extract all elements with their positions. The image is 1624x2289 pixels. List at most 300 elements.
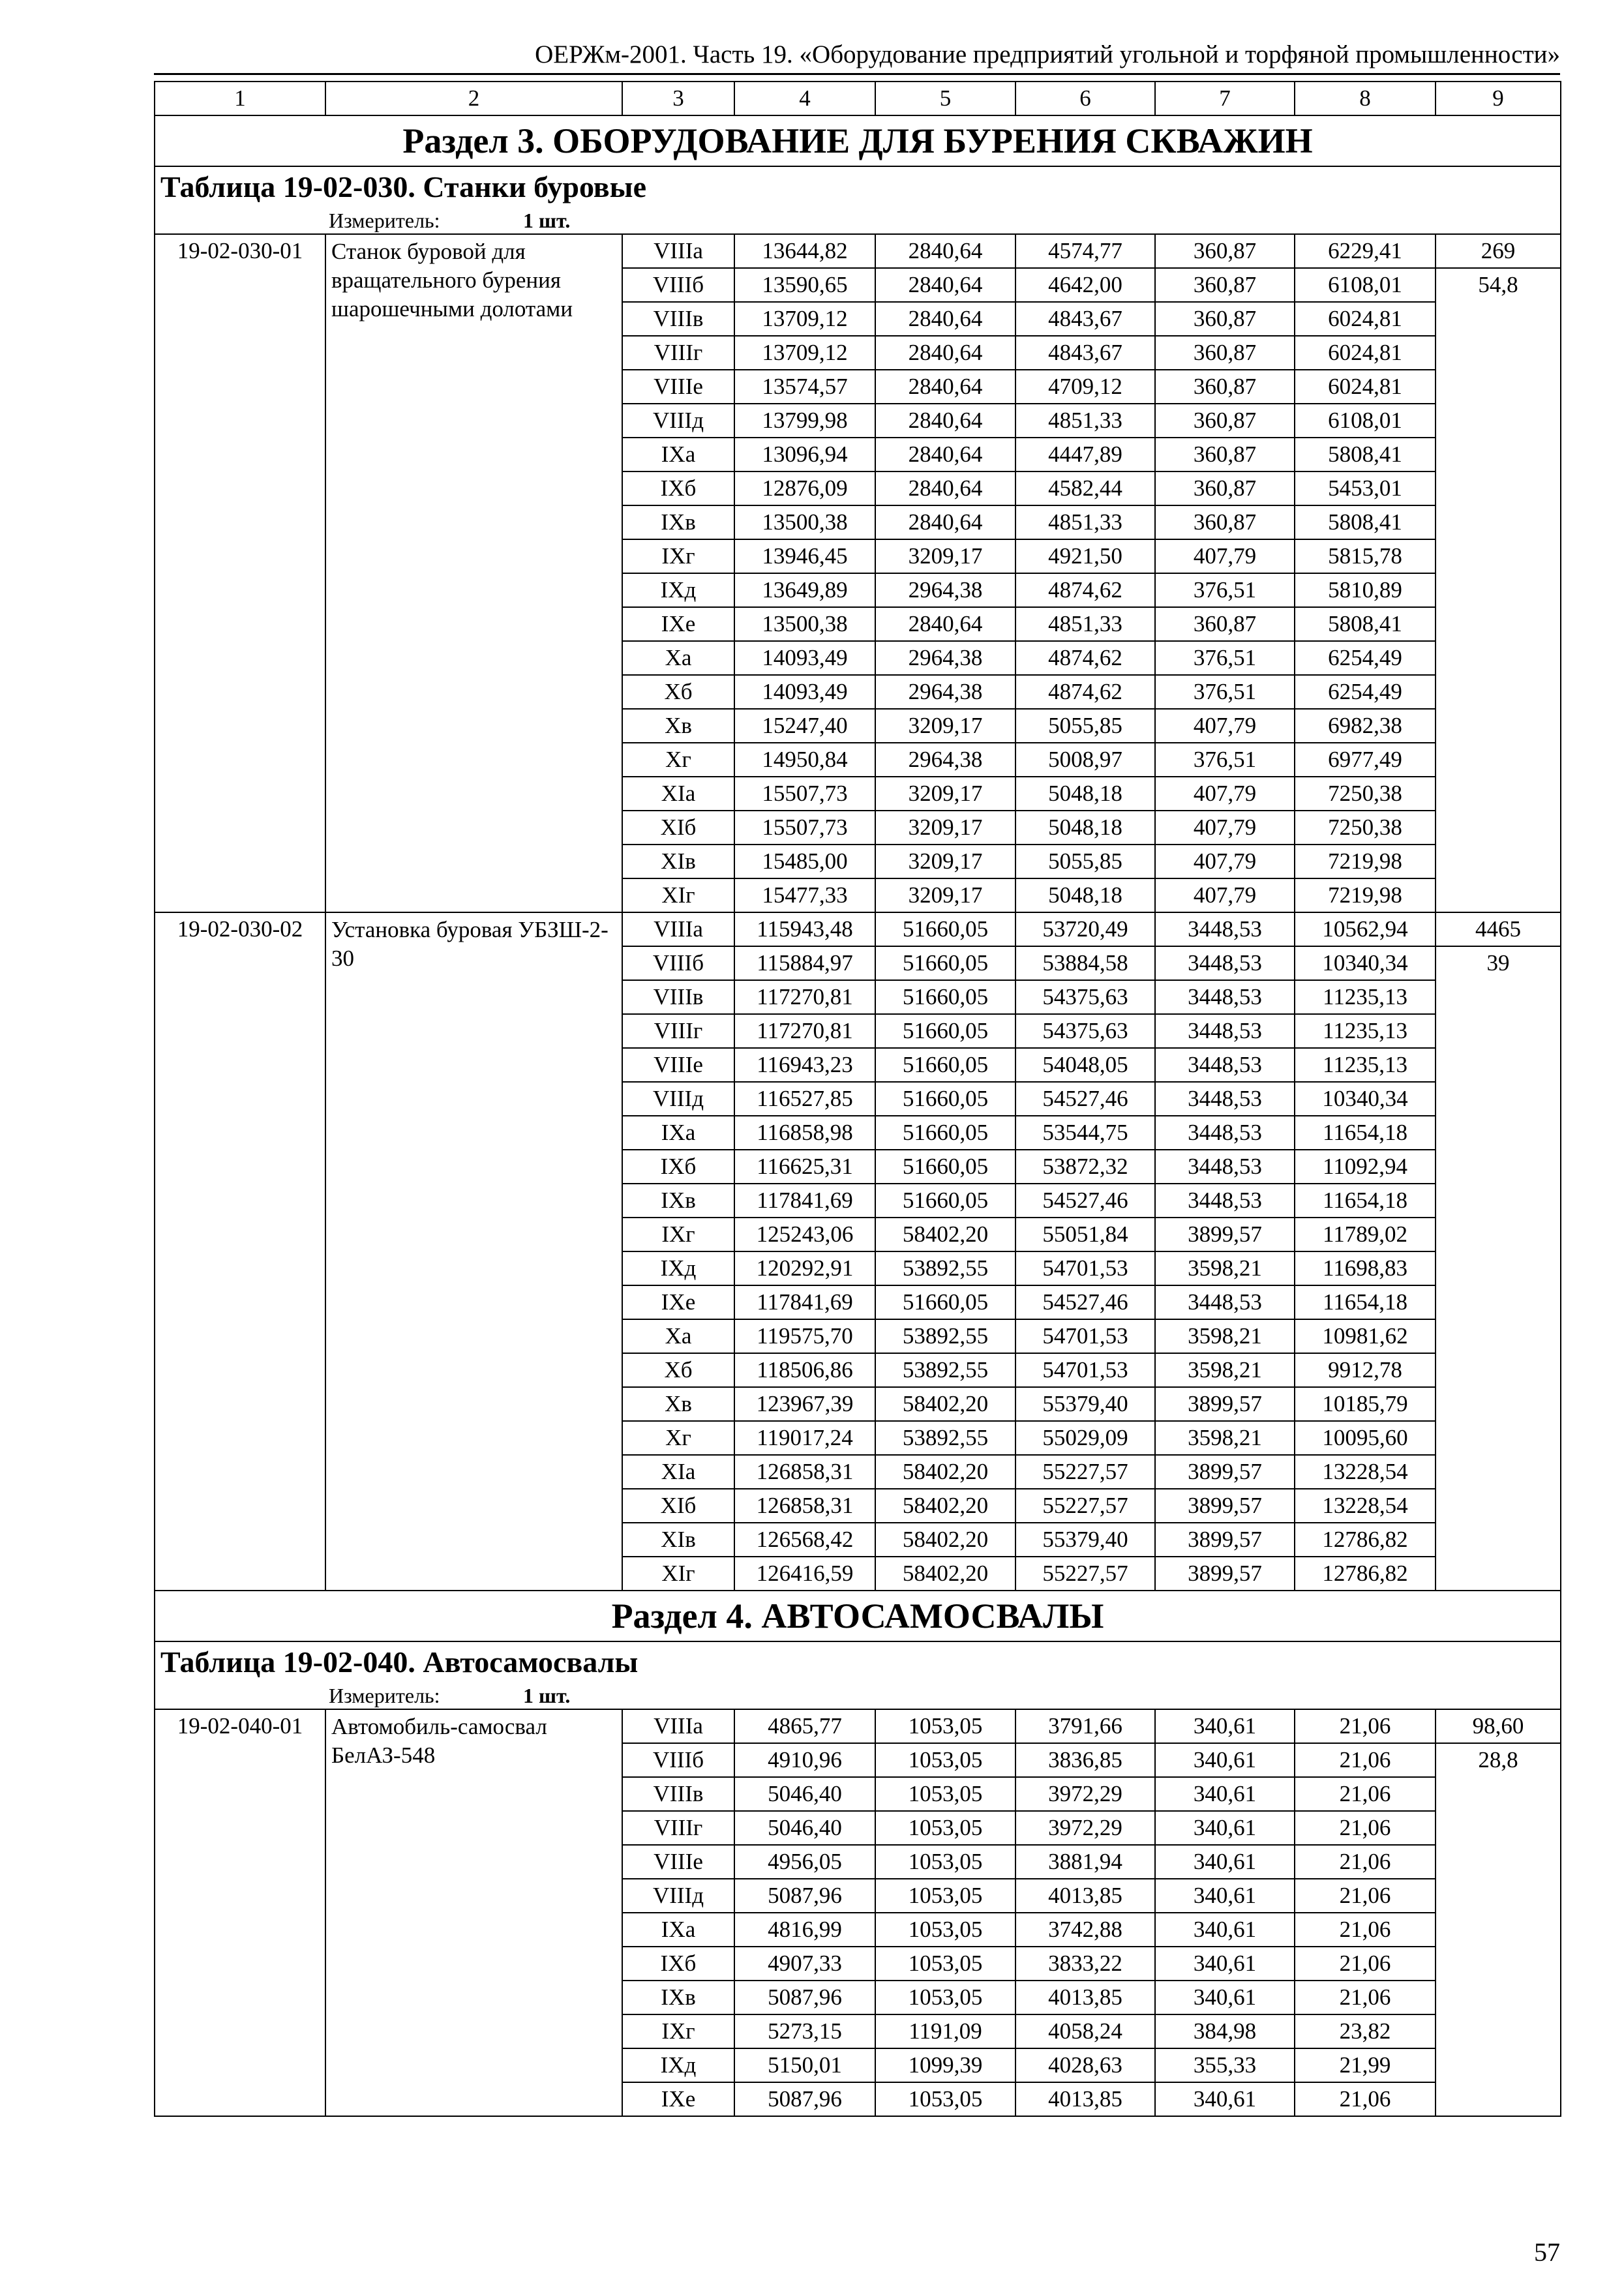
value-cell: 4843,67 (1015, 336, 1155, 370)
value-cell: 13228,54 (1295, 1455, 1436, 1489)
value-cell: 117841,69 (734, 1285, 875, 1319)
value-cell: 3448,53 (1155, 1285, 1295, 1319)
value-cell: 1053,05 (875, 1913, 1015, 1947)
value-cell: 12786,82 (1295, 1523, 1436, 1557)
value-cell: 5808,41 (1295, 505, 1436, 539)
value-cell: 360,87 (1155, 370, 1295, 404)
value-cell: 126416,59 (734, 1557, 875, 1591)
zone-code: IXг (622, 1218, 734, 1251)
value-cell: 120292,91 (734, 1251, 875, 1285)
col9-value: 4465 (1436, 912, 1561, 946)
zone-code: IXв (622, 505, 734, 539)
value-cell: 6108,01 (1295, 268, 1436, 302)
value-cell: 53720,49 (1015, 912, 1155, 946)
value-cell: 1053,05 (875, 1981, 1015, 2014)
col9-value: 98,60 (1436, 1709, 1561, 1743)
value-cell: 384,98 (1155, 2014, 1295, 2048)
zone-code: VIIIд (622, 1879, 734, 1913)
value-cell: 12786,82 (1295, 1557, 1436, 1591)
value-cell: 4851,33 (1015, 505, 1155, 539)
zone-code: XIа (622, 1455, 734, 1489)
value-cell: 123967,39 (734, 1387, 875, 1421)
value-cell: 4013,85 (1015, 1981, 1155, 2014)
value-cell: 2964,38 (875, 675, 1015, 709)
value-cell: 11698,83 (1295, 1251, 1436, 1285)
value-cell: 376,51 (1155, 743, 1295, 777)
value-cell: 55029,09 (1015, 1421, 1155, 1455)
value-cell: 4874,62 (1015, 573, 1155, 607)
value-cell: 115884,97 (734, 946, 875, 980)
value-cell: 4447,89 (1015, 438, 1155, 471)
value-cell: 3598,21 (1155, 1251, 1295, 1285)
value-cell: 360,87 (1155, 404, 1295, 438)
table-row (155, 1709, 1561, 1743)
column-number: 8 (1295, 82, 1436, 115)
value-cell: 360,87 (1155, 302, 1295, 336)
value-cell: 15507,73 (734, 777, 875, 811)
zone-code: VIIIе (622, 1048, 734, 1082)
value-cell: 118506,86 (734, 1353, 875, 1387)
measure-label: Измеритель: (329, 1684, 440, 1707)
value-cell: 407,79 (1155, 777, 1295, 811)
value-cell: 21,06 (1295, 1811, 1436, 1845)
value-cell: 11654,18 (1295, 1285, 1436, 1319)
value-cell: 126568,42 (734, 1523, 875, 1557)
zone-code: Xв (622, 709, 734, 743)
value-cell: 4028,63 (1015, 2048, 1155, 2082)
zone-code: VIIIг (622, 336, 734, 370)
value-cell: 5815,78 (1295, 539, 1436, 573)
price-table (154, 81, 1561, 2117)
value-cell: 13096,94 (734, 438, 875, 471)
value-cell: 15247,40 (734, 709, 875, 743)
value-cell: 3448,53 (1155, 912, 1295, 946)
value-cell: 7219,98 (1295, 878, 1436, 912)
zone-code: VIIIг (622, 1014, 734, 1048)
value-cell: 53892,55 (875, 1251, 1015, 1285)
value-cell: 1053,05 (875, 1845, 1015, 1879)
value-cell: 3448,53 (1155, 1014, 1295, 1048)
zone-code: VIIIб (622, 268, 734, 302)
value-cell: 11654,18 (1295, 1116, 1436, 1150)
value-cell: 1053,05 (875, 1879, 1015, 1913)
zone-code: XIб (622, 1489, 734, 1523)
table-title: Таблица 19-02-040. Автосамосвалы (155, 1641, 1561, 1683)
equipment-name: Станок буровой для вращательного бурения шарошечными долотами (325, 234, 622, 912)
value-cell: 340,61 (1155, 1845, 1295, 1879)
zone-code: IXд (622, 2048, 734, 2082)
value-cell: 4865,77 (734, 1709, 875, 1743)
zone-code: XIв (622, 1523, 734, 1557)
value-cell: 11789,02 (1295, 1218, 1436, 1251)
value-cell: 5055,85 (1015, 709, 1155, 743)
value-cell: 340,61 (1155, 1913, 1295, 1947)
value-cell: 54527,46 (1015, 1285, 1155, 1319)
value-cell: 3881,94 (1015, 1845, 1155, 1879)
value-cell: 53884,58 (1015, 946, 1155, 980)
value-cell: 13709,12 (734, 302, 875, 336)
value-cell: 15507,73 (734, 811, 875, 845)
value-cell: 2840,64 (875, 438, 1015, 471)
value-cell: 407,79 (1155, 709, 1295, 743)
zone-code: XIа (622, 777, 734, 811)
value-cell: 5048,18 (1015, 811, 1155, 845)
zone-code: Xв (622, 1387, 734, 1421)
zone-code: IXе (622, 607, 734, 641)
value-cell: 360,87 (1155, 336, 1295, 370)
value-cell: 55227,57 (1015, 1489, 1155, 1523)
value-cell: 4013,85 (1015, 2082, 1155, 2116)
value-cell: 3899,57 (1155, 1557, 1295, 1591)
value-cell: 116527,85 (734, 1082, 875, 1116)
section-title-row (155, 115, 1561, 166)
measure-label: Измеритель: (329, 209, 440, 232)
value-cell: 119017,24 (734, 1421, 875, 1455)
value-cell: 4907,33 (734, 1947, 875, 1981)
value-cell: 5808,41 (1295, 438, 1436, 471)
measure-cell (155, 1683, 1561, 1709)
zone-code: IXв (622, 1184, 734, 1218)
value-cell: 4874,62 (1015, 641, 1155, 675)
value-cell: 3448,53 (1155, 1184, 1295, 1218)
value-cell: 10340,34 (1295, 946, 1436, 980)
value-cell: 2964,38 (875, 573, 1015, 607)
value-cell: 407,79 (1155, 878, 1295, 912)
zone-code: Xа (622, 641, 734, 675)
value-cell: 5150,01 (734, 2048, 875, 2082)
value-cell: 360,87 (1155, 268, 1295, 302)
value-cell: 117270,81 (734, 1014, 875, 1048)
value-cell: 10562,94 (1295, 912, 1436, 946)
value-cell: 4921,50 (1015, 539, 1155, 573)
value-cell: 6977,49 (1295, 743, 1436, 777)
value-cell: 13709,12 (734, 336, 875, 370)
value-cell: 5055,85 (1015, 845, 1155, 878)
value-cell: 4851,33 (1015, 404, 1155, 438)
zone-code: Xб (622, 1353, 734, 1387)
value-cell: 13228,54 (1295, 1489, 1436, 1523)
value-cell: 115943,48 (734, 912, 875, 946)
value-cell: 10981,62 (1295, 1319, 1436, 1353)
table-title-row (155, 166, 1561, 207)
value-cell: 340,61 (1155, 1981, 1295, 2014)
equipment-name: Автомобиль-самосвал БелАЗ-548 (325, 1709, 622, 2116)
value-cell: 1053,05 (875, 1709, 1015, 1743)
value-cell: 5273,15 (734, 2014, 875, 2048)
column-number: 2 (325, 82, 622, 115)
value-cell: 21,06 (1295, 1743, 1436, 1777)
value-cell: 5087,96 (734, 2082, 875, 2116)
value-cell: 55227,57 (1015, 1455, 1155, 1489)
value-cell: 3209,17 (875, 709, 1015, 743)
value-cell: 3209,17 (875, 811, 1015, 845)
value-cell: 54375,63 (1015, 980, 1155, 1014)
value-cell: 5453,01 (1295, 471, 1436, 505)
value-cell: 126858,31 (734, 1455, 875, 1489)
zone-code: IXе (622, 2082, 734, 2116)
table-row (155, 912, 1561, 946)
value-cell: 6982,38 (1295, 709, 1436, 743)
value-cell: 3899,57 (1155, 1455, 1295, 1489)
value-cell: 116943,23 (734, 1048, 875, 1082)
value-cell: 3209,17 (875, 777, 1015, 811)
value-cell: 13500,38 (734, 505, 875, 539)
zone-code: IXе (622, 1285, 734, 1319)
value-cell: 13799,98 (734, 404, 875, 438)
value-cell: 4013,85 (1015, 1879, 1155, 1913)
value-cell: 3833,22 (1015, 1947, 1155, 1981)
value-cell: 51660,05 (875, 980, 1015, 1014)
value-cell: 4851,33 (1015, 607, 1155, 641)
value-cell: 126858,31 (734, 1489, 875, 1523)
value-cell: 407,79 (1155, 539, 1295, 573)
value-cell: 58402,20 (875, 1387, 1015, 1421)
value-cell: 54375,63 (1015, 1014, 1155, 1048)
value-cell: 3836,85 (1015, 1743, 1155, 1777)
running-header: ОЕРЖм-2001. Часть 19. «Оборудование предприятий угольной и торфяной промышленности» (535, 40, 1560, 68)
value-cell: 6254,49 (1295, 641, 1436, 675)
col9-value: 28,8 (1436, 1743, 1561, 2116)
value-cell: 54527,46 (1015, 1082, 1155, 1116)
value-cell: 7219,98 (1295, 845, 1436, 878)
value-cell: 3791,66 (1015, 1709, 1155, 1743)
value-cell: 53892,55 (875, 1353, 1015, 1387)
value-cell: 55379,40 (1015, 1387, 1155, 1421)
value-cell: 5008,97 (1015, 743, 1155, 777)
norm-code: 19-02-040-01 (155, 1709, 325, 2116)
value-cell: 21,06 (1295, 1879, 1436, 1913)
value-cell: 2840,64 (875, 505, 1015, 539)
table-title-row (155, 1641, 1561, 1683)
value-cell: 340,61 (1155, 1811, 1295, 1845)
value-cell: 51660,05 (875, 1184, 1015, 1218)
column-number: 7 (1155, 82, 1295, 115)
value-cell: 54527,46 (1015, 1184, 1155, 1218)
value-cell: 53892,55 (875, 1319, 1015, 1353)
value-cell: 54701,53 (1015, 1319, 1155, 1353)
value-cell: 125243,06 (734, 1218, 875, 1251)
value-cell: 53544,75 (1015, 1116, 1155, 1150)
value-cell: 3448,53 (1155, 980, 1295, 1014)
value-cell: 3448,53 (1155, 1048, 1295, 1082)
value-cell: 4843,67 (1015, 302, 1155, 336)
norm-code: 19-02-030-01 (155, 234, 325, 912)
value-cell: 3598,21 (1155, 1319, 1295, 1353)
column-number: 4 (734, 82, 875, 115)
value-cell: 51660,05 (875, 912, 1015, 946)
value-cell: 58402,20 (875, 1218, 1015, 1251)
zone-code: VIIIв (622, 1777, 734, 1811)
value-cell: 1053,05 (875, 1811, 1015, 1845)
value-cell: 1053,05 (875, 1777, 1015, 1811)
measure-row (155, 1683, 1561, 1709)
value-cell: 54701,53 (1015, 1251, 1155, 1285)
value-cell: 21,06 (1295, 1845, 1436, 1879)
value-cell: 360,87 (1155, 438, 1295, 471)
value-cell: 2964,38 (875, 641, 1015, 675)
column-number: 1 (155, 82, 325, 115)
value-cell: 13946,45 (734, 539, 875, 573)
value-cell: 4058,24 (1015, 2014, 1155, 2048)
value-cell: 13590,65 (734, 268, 875, 302)
zone-code: VIIIа (622, 234, 734, 268)
value-cell: 117270,81 (734, 980, 875, 1014)
section-title-row (155, 1591, 1561, 1641)
zone-code: XIг (622, 878, 734, 912)
value-cell: 12876,09 (734, 471, 875, 505)
value-cell: 13574,57 (734, 370, 875, 404)
column-number-row (155, 82, 1561, 115)
value-cell: 4582,44 (1015, 471, 1155, 505)
zone-code: IXб (622, 1947, 734, 1981)
col9-value: 54,8 (1436, 268, 1561, 912)
value-cell: 10095,60 (1295, 1421, 1436, 1455)
zone-code: Xб (622, 675, 734, 709)
zone-code: IXа (622, 1116, 734, 1150)
value-cell: 51660,05 (875, 1014, 1015, 1048)
value-cell: 5087,96 (734, 1879, 875, 1913)
value-cell: 1053,05 (875, 1743, 1015, 1777)
value-cell: 51660,05 (875, 1285, 1015, 1319)
value-cell: 340,61 (1155, 1743, 1295, 1777)
value-cell: 376,51 (1155, 675, 1295, 709)
zone-code: IXа (622, 438, 734, 471)
value-cell: 3899,57 (1155, 1387, 1295, 1421)
value-cell: 4574,77 (1015, 234, 1155, 268)
value-cell: 4709,12 (1015, 370, 1155, 404)
value-cell: 2840,64 (875, 268, 1015, 302)
zone-code: XIб (622, 811, 734, 845)
value-cell: 5046,40 (734, 1811, 875, 1845)
zone-code: VIIIв (622, 302, 734, 336)
value-cell: 340,61 (1155, 1709, 1295, 1743)
value-cell: 21,06 (1295, 1981, 1436, 2014)
value-cell: 21,06 (1295, 1709, 1436, 1743)
value-cell: 11235,13 (1295, 1014, 1436, 1048)
value-cell: 51660,05 (875, 1048, 1015, 1082)
value-cell: 3598,21 (1155, 1353, 1295, 1387)
zone-code: IXв (622, 1981, 734, 2014)
zone-code: IXг (622, 539, 734, 573)
value-cell: 58402,20 (875, 1489, 1015, 1523)
price-table-body (155, 82, 1561, 2116)
value-cell: 53872,32 (1015, 1150, 1155, 1184)
value-cell: 407,79 (1155, 845, 1295, 878)
value-cell: 6024,81 (1295, 302, 1436, 336)
value-cell: 2964,38 (875, 743, 1015, 777)
value-cell: 11235,13 (1295, 980, 1436, 1014)
value-cell: 116858,98 (734, 1116, 875, 1150)
value-cell: 5808,41 (1295, 607, 1436, 641)
value-cell: 55379,40 (1015, 1523, 1155, 1557)
value-cell: 55051,84 (1015, 1218, 1155, 1251)
value-cell: 21,99 (1295, 2048, 1436, 2082)
column-number: 9 (1436, 82, 1561, 115)
value-cell: 340,61 (1155, 2082, 1295, 2116)
value-cell: 2840,64 (875, 370, 1015, 404)
value-cell: 360,87 (1155, 607, 1295, 641)
value-cell: 3598,21 (1155, 1421, 1295, 1455)
column-number: 6 (1015, 82, 1155, 115)
value-cell: 7250,38 (1295, 811, 1436, 845)
col9-value: 269 (1436, 234, 1561, 268)
value-cell: 23,82 (1295, 2014, 1436, 2048)
norm-code: 19-02-030-02 (155, 912, 325, 1591)
value-cell: 58402,20 (875, 1455, 1015, 1489)
zone-code: VIIIв (622, 980, 734, 1014)
value-cell: 54701,53 (1015, 1353, 1155, 1387)
value-cell: 11235,13 (1295, 1048, 1436, 1082)
value-cell: 6229,41 (1295, 234, 1436, 268)
value-cell: 11092,94 (1295, 1150, 1436, 1184)
value-cell: 14093,49 (734, 675, 875, 709)
value-cell: 6254,49 (1295, 675, 1436, 709)
zone-code: VIIIа (622, 1709, 734, 1743)
value-cell: 13500,38 (734, 607, 875, 641)
value-cell: 13649,89 (734, 573, 875, 607)
col9-value: 39 (1436, 946, 1561, 1591)
zone-code: VIIIд (622, 404, 734, 438)
value-cell: 3209,17 (875, 845, 1015, 878)
value-cell: 3209,17 (875, 539, 1015, 573)
value-cell: 3899,57 (1155, 1523, 1295, 1557)
zone-code: VIIIб (622, 946, 734, 980)
value-cell: 15477,33 (734, 878, 875, 912)
value-cell: 3899,57 (1155, 1489, 1295, 1523)
value-cell: 360,87 (1155, 505, 1295, 539)
value-cell: 2840,64 (875, 234, 1015, 268)
value-cell: 2840,64 (875, 607, 1015, 641)
value-cell: 6108,01 (1295, 404, 1436, 438)
value-cell: 340,61 (1155, 1879, 1295, 1913)
value-cell: 2840,64 (875, 471, 1015, 505)
value-cell: 21,06 (1295, 1777, 1436, 1811)
value-cell: 5048,18 (1015, 878, 1155, 912)
value-cell: 3899,57 (1155, 1218, 1295, 1251)
zone-code: VIIIг (622, 1811, 734, 1845)
value-cell: 3972,29 (1015, 1777, 1155, 1811)
table-row (155, 234, 1561, 268)
zone-code: XIв (622, 845, 734, 878)
value-cell: 10185,79 (1295, 1387, 1436, 1421)
value-cell: 376,51 (1155, 573, 1295, 607)
value-cell: 58402,20 (875, 1523, 1015, 1557)
value-cell: 53892,55 (875, 1421, 1015, 1455)
value-cell: 14093,49 (734, 641, 875, 675)
zone-code: IXд (622, 573, 734, 607)
value-cell: 340,61 (1155, 1777, 1295, 1811)
value-cell: 21,06 (1295, 2082, 1436, 2116)
value-cell: 54048,05 (1015, 1048, 1155, 1082)
zone-code: Xа (622, 1319, 734, 1353)
zone-code: VIIIе (622, 1845, 734, 1879)
value-cell: 51660,05 (875, 946, 1015, 980)
value-cell: 9912,78 (1295, 1353, 1436, 1387)
value-cell: 51660,05 (875, 1116, 1015, 1150)
zone-code: VIIIе (622, 370, 734, 404)
value-cell: 4816,99 (734, 1913, 875, 1947)
value-cell: 117841,69 (734, 1184, 875, 1218)
value-cell: 3448,53 (1155, 1150, 1295, 1184)
zone-code: VIIIд (622, 1082, 734, 1116)
value-cell: 1099,39 (875, 2048, 1015, 2082)
value-cell: 3209,17 (875, 878, 1015, 912)
section-title: Раздел 3. ОБОРУДОВАНИЕ ДЛЯ БУРЕНИЯ СКВАЖИН (155, 115, 1561, 166)
measure-value: 1 шт. (523, 1684, 571, 1707)
value-cell: 4910,96 (734, 1743, 875, 1777)
value-cell: 58402,20 (875, 1557, 1015, 1591)
value-cell: 5048,18 (1015, 777, 1155, 811)
